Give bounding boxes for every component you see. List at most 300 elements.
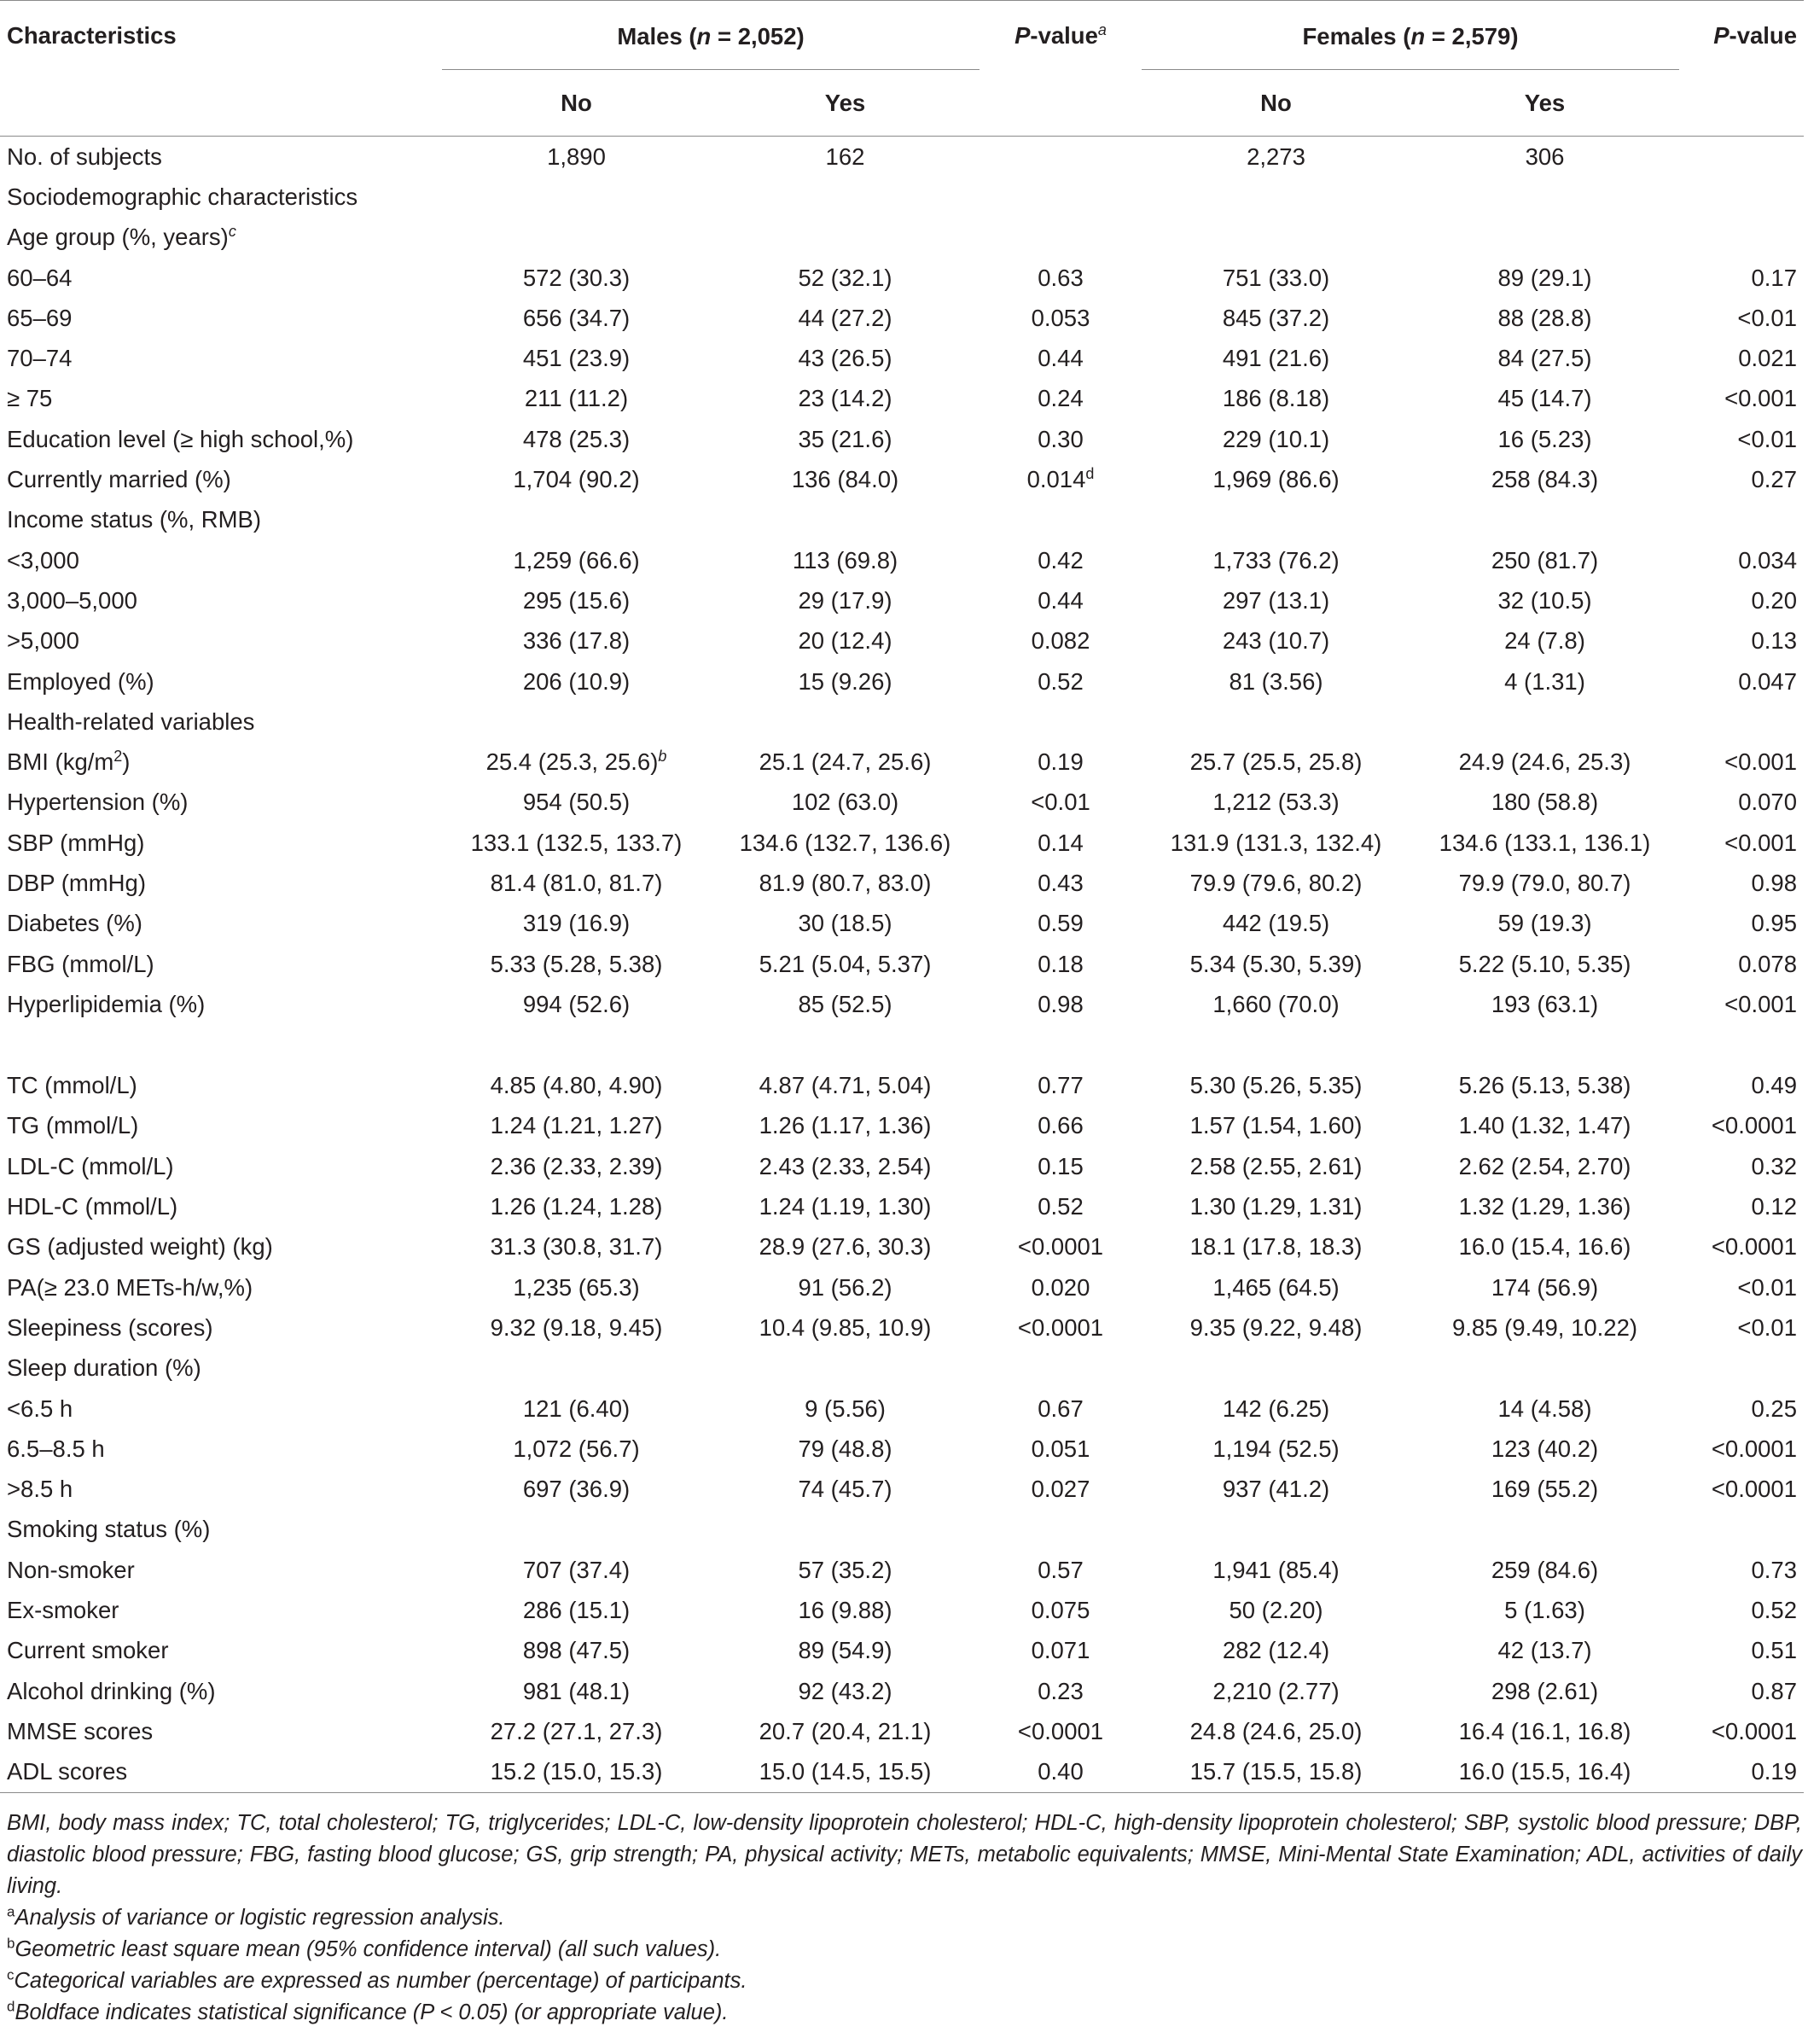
cell-f-yes [1410, 702, 1679, 742]
header-females-yes: Yes [1524, 90, 1566, 116]
table-row [0, 1307, 1804, 1348]
row-label: DBP (mmHg) [7, 869, 146, 896]
table-row [0, 459, 1804, 499]
cell-m-p: 0.59 [1038, 910, 1084, 937]
cell-m-yes [711, 702, 980, 742]
table-footnotes [7, 1808, 1802, 2029]
cell-f-p: <0.0001 [1711, 1435, 1798, 1462]
cell-f-yes: 79.9 (79.0, 80.7) [1458, 869, 1631, 896]
cell-m-p: 0.63 [1038, 264, 1084, 291]
cell-f-p: 0.73 [1751, 1556, 1798, 1583]
footnote-c: $^c$Categorical variables are expressed as number (percentage) of participants. [7, 1966, 747, 1993]
header-males: Males (n = 2,052) [442, 1, 980, 72]
row-label: Current smoker [7, 1637, 169, 1664]
cell-m-p: 0.014$^d$ [1026, 464, 1095, 493]
table-row [0, 661, 1804, 702]
cell-m-p: 0.40 [1038, 1758, 1084, 1785]
cell-f-p: 0.51 [1751, 1637, 1798, 1664]
cell-m-no: 898 (47.5) [522, 1637, 631, 1664]
cell-f-p: <0.0001 [1711, 1476, 1798, 1503]
cell-f-yes: 14 (4.58) [1497, 1395, 1592, 1422]
table-row [0, 1066, 1804, 1106]
table-row [0, 742, 1804, 782]
table-row [0, 338, 1804, 378]
table-row [0, 1711, 1804, 1751]
cell-f-yes [1410, 1348, 1679, 1389]
cell-f-no: 1,212 (53.3) [1212, 789, 1340, 816]
cell-f-no: 15.7 (15.5, 15.8) [1189, 1758, 1363, 1785]
cell-m-no: 572 (30.3) [522, 264, 631, 291]
cell-m-yes: 1.26 (1.17, 1.36) [759, 1112, 932, 1139]
cell-f-p: 0.32 [1751, 1152, 1798, 1179]
cell-f-yes: 16.0 (15.5, 16.4) [1458, 1758, 1631, 1785]
cell-f-no: 297 (13.1) [1222, 586, 1330, 614]
cell-f-no [1142, 1348, 1410, 1389]
cell-m-yes: 29 (17.9) [798, 586, 892, 614]
cell-m-yes [711, 500, 980, 540]
row-label: LDL-C (mmol/L) [7, 1152, 174, 1179]
row-label: TC (mmol/L) [7, 1072, 137, 1099]
cell-f-no: 2,210 (2.77) [1212, 1677, 1340, 1704]
table-row [0, 1389, 1804, 1429]
cell-m-p: 0.082 [1031, 627, 1090, 655]
cell-f-no: 937 (41.2) [1222, 1476, 1330, 1503]
cell-f-p: 0.87 [1751, 1677, 1798, 1704]
table-row [0, 863, 1804, 903]
table-row [0, 1590, 1804, 1630]
row-label: Non-smoker [7, 1556, 135, 1583]
header-females-no: No [1260, 90, 1292, 116]
cell-m-yes: 35 (21.6) [798, 425, 892, 452]
row-label: HDL-C (mmol/L) [7, 1193, 178, 1220]
cell-m-p: 0.027 [1031, 1476, 1090, 1503]
cell-f-no: 442 (19.5) [1222, 910, 1330, 937]
cell-f-yes: 298 (2.61) [1491, 1677, 1599, 1704]
cell-m-no: 336 (17.8) [522, 627, 631, 655]
cell-f-yes: 5 (1.63) [1504, 1597, 1585, 1624]
cell-m-no: 1.26 (1.24, 1.28) [490, 1193, 663, 1220]
table-row [0, 1631, 1804, 1671]
cell-m-no: 1,235 (65.3) [513, 1273, 640, 1301]
cell-f-p [1679, 1510, 1804, 1550]
cell-m-p: 0.24 [1038, 385, 1084, 412]
cell-m-yes: 113 (69.8) [792, 546, 898, 574]
cell-m-no: 981 (48.1) [522, 1677, 631, 1704]
row-label: 65–69 [7, 304, 73, 331]
table-row [0, 1186, 1804, 1226]
row-label: BMI $(kg/m^2)$ [7, 747, 131, 776]
header-males-no: No [561, 90, 592, 116]
cell-m-no [442, 500, 711, 540]
cell-m-p: 0.43 [1038, 869, 1084, 896]
cell-f-no [1142, 218, 1410, 258]
cell-m-p: 0.77 [1038, 1072, 1084, 1099]
cell-m-no [442, 1348, 711, 1389]
cell-m-no: 1,704 (90.2) [513, 466, 640, 493]
cell-m-yes: 23 (14.2) [798, 385, 892, 412]
cell-f-no [1142, 500, 1410, 540]
cell-f-p: <0.01 [1737, 1313, 1798, 1341]
cell-m-p: 0.18 [1038, 950, 1084, 977]
row-label: Sleepiness (scores) [7, 1313, 213, 1341]
row-label: Sleep duration (%) [7, 1354, 201, 1382]
cell-m-yes: 9 (5.56) [805, 1395, 886, 1422]
table-row [0, 904, 1804, 944]
cell-f-no: 1,465 (64.5) [1212, 1273, 1340, 1301]
cell-f-yes: 5.26 (5.13, 5.38) [1458, 1072, 1631, 1099]
cell-m-p: <0.0001 [1017, 1233, 1104, 1261]
cell-f-p [1679, 1348, 1804, 1389]
cell-m-yes: 81.9 (80.7, 83.0) [759, 869, 932, 896]
cell-f-no: 751 (33.0) [1222, 264, 1330, 291]
cell-m-no [442, 177, 711, 217]
cell-f-no: 2.58 (2.55, 2.61) [1189, 1152, 1363, 1179]
cell-f-yes: 134.6 (133.1, 136.1) [1439, 829, 1651, 856]
cell-f-p: <0.001 [1724, 385, 1798, 412]
cell-m-p: 0.053 [1031, 304, 1090, 331]
cell-m-yes: 20.7 (20.4, 21.1) [759, 1717, 932, 1744]
row-label: FBG (mmol/L) [7, 950, 154, 977]
table-row [0, 1550, 1804, 1590]
table-row [0, 944, 1804, 984]
cell-m-yes: 10.4 (9.85, 10.9) [759, 1313, 932, 1341]
cell-f-yes: 24.9 (24.6, 25.3) [1458, 748, 1631, 776]
cell-m-p [980, 137, 1142, 178]
cell-f-yes: 259 (84.6) [1491, 1556, 1599, 1583]
cell-m-no: 31.3 (30.8, 31.7) [490, 1233, 663, 1261]
cell-f-p: <0.001 [1724, 990, 1798, 1017]
cell-f-p: 0.078 [1738, 950, 1798, 977]
cell-f-yes: 4 (1.31) [1504, 667, 1585, 695]
row-label: 60–64 [7, 264, 73, 291]
cell-f-p: 0.27 [1751, 466, 1798, 493]
cell-m-p: 0.30 [1038, 425, 1084, 452]
row-label: 6.5–8.5 h [7, 1435, 105, 1462]
footnote-d: $^d$Boldface indicates statistical significance (P < 0.05) (or appropriate value). [7, 1998, 729, 2024]
cell-f-no: 24.8 (24.6, 25.0) [1189, 1717, 1363, 1744]
row-label: Hyperlipidemia (%) [7, 990, 206, 1017]
cell-f-yes: 174 (56.9) [1491, 1273, 1599, 1301]
cell-f-p: <0.01 [1737, 425, 1798, 452]
cell-f-yes: 32 (10.5) [1497, 586, 1592, 614]
cell-m-yes: 4.87 (4.71, 5.04) [759, 1072, 932, 1099]
cell-f-p: <0.001 [1724, 748, 1798, 776]
cell-f-yes [1410, 218, 1679, 258]
spacer-row [0, 1025, 1804, 1066]
cell-f-p: 0.52 [1751, 1597, 1798, 1624]
row-label: PA(≥ 23.0 METs-h/w,%) [7, 1273, 253, 1301]
header-row-subgroups [0, 71, 1804, 137]
cell-m-no: 697 (36.9) [522, 1476, 631, 1503]
cell-f-yes: 258 (84.3) [1491, 466, 1599, 493]
cell-m-p: 0.52 [1038, 1193, 1084, 1220]
cell-m-yes: 89 (54.9) [798, 1637, 892, 1664]
cell-f-p: 0.17 [1751, 264, 1798, 291]
table-row [0, 1671, 1804, 1711]
row-label: Smoking status (%) [7, 1516, 211, 1543]
cell-m-no: 211 (11.2) [524, 385, 629, 412]
cell-m-yes: 57 (35.2) [798, 1556, 892, 1583]
cell-m-p: 0.075 [1031, 1597, 1090, 1624]
footnote-list [7, 1902, 1802, 2029]
cell-f-no: 50 (2.20) [1229, 1597, 1323, 1624]
row-label: ADL scores [7, 1758, 128, 1785]
row-label: Hypertension (%) [7, 789, 189, 816]
cell-m-no: 206 (10.9) [522, 667, 631, 695]
cell-f-no: 1,660 (70.0) [1212, 990, 1340, 1017]
table-row [0, 500, 1804, 540]
cell-f-p: 0.034 [1738, 546, 1798, 574]
table-row [0, 1348, 1804, 1389]
table-row [0, 1267, 1804, 1307]
cell-m-yes: 52 (32.1) [798, 264, 892, 291]
cell-m-no: 9.32 (9.18, 9.45) [490, 1313, 663, 1341]
cell-f-yes: 16.4 (16.1, 16.8) [1458, 1717, 1631, 1744]
cell-m-no: 27.2 (27.1, 27.3) [490, 1717, 663, 1744]
cell-f-p: 0.021 [1738, 345, 1798, 372]
cell-m-p: 0.52 [1038, 667, 1084, 695]
cell-m-p: 0.15 [1038, 1152, 1084, 1179]
cell-f-yes: 193 (63.1) [1491, 990, 1599, 1017]
cell-f-p: <0.0001 [1711, 1717, 1798, 1744]
cell-m-no: 25.4 (25.3, 25.6)$^b$ [485, 747, 667, 776]
header-characteristics: Characteristics [7, 22, 177, 49]
table-row [0, 702, 1804, 742]
footnote-a: $^a$Analysis of variance or logistic regression analysis. [7, 1903, 505, 1930]
header-spacer [1679, 71, 1804, 137]
cell-m-p: 0.44 [1038, 345, 1084, 372]
cell-f-yes: 180 (58.8) [1491, 789, 1599, 816]
cell-m-no: 319 (16.9) [522, 910, 631, 937]
row-label: >5,000 [7, 627, 79, 655]
table-row [0, 1227, 1804, 1267]
cell-f-p [1679, 218, 1804, 258]
cell-m-yes: 85 (52.5) [798, 990, 892, 1017]
cell-f-p: 0.98 [1751, 869, 1798, 896]
cell-f-yes: 1.32 (1.29, 1.36) [1458, 1193, 1631, 1220]
cell-m-p: 0.42 [1038, 546, 1084, 574]
row-label: Ex-smoker [7, 1597, 119, 1624]
cell-f-no: 1.57 (1.54, 1.60) [1189, 1112, 1363, 1139]
cell-f-p [1679, 137, 1804, 178]
row-label: Employed (%) [7, 667, 154, 695]
cell-f-yes: 123 (40.2) [1491, 1435, 1599, 1462]
cell-m-no: 295 (15.6) [522, 586, 631, 614]
cell-f-no: 79.9 (79.6, 80.2) [1189, 869, 1363, 896]
cell-m-yes: 5.21 (5.04, 5.37) [759, 950, 932, 977]
cell-m-p: 0.98 [1038, 990, 1084, 1017]
cell-m-p: 0.67 [1038, 1395, 1084, 1422]
cell-f-no: 1,941 (85.4) [1212, 1556, 1340, 1583]
cell-f-p [1679, 177, 1804, 217]
cell-f-p: 0.070 [1738, 789, 1798, 816]
row-label: Health-related variables [7, 708, 255, 735]
cell-m-yes: 43 (26.5) [798, 345, 892, 372]
row-label: Diabetes (%) [7, 910, 142, 937]
cell-m-yes: 20 (12.4) [798, 627, 892, 655]
cell-f-yes: 250 (81.7) [1491, 546, 1599, 574]
cell-f-no: 131.9 (131.3, 132.4) [1170, 829, 1382, 856]
table-row [0, 580, 1804, 620]
cell-f-yes [1410, 500, 1679, 540]
cell-m-no: 4.85 (4.80, 4.90) [490, 1072, 663, 1099]
cell-m-no [442, 702, 711, 742]
cell-f-no: 229 (10.1) [1222, 425, 1330, 452]
cell-f-no [1142, 1510, 1410, 1550]
cell-f-no: 186 (8.18) [1222, 385, 1330, 412]
row-label: 70–74 [7, 345, 73, 372]
cell-f-no: 25.7 (25.5, 25.8) [1189, 748, 1363, 776]
table-row [0, 984, 1804, 1024]
cell-f-yes: 1.40 (1.32, 1.47) [1458, 1112, 1631, 1139]
row-label: ≥ 75 [7, 385, 53, 412]
table-row [0, 783, 1804, 823]
cell-m-yes: 162 [825, 143, 865, 170]
table-row [0, 177, 1804, 217]
cell-f-p: 0.49 [1751, 1072, 1798, 1099]
cell-f-p [1679, 500, 1804, 540]
row-label: GS (adjusted weight) (kg) [7, 1233, 273, 1261]
cell-m-no: 81.4 (81.0, 81.7) [490, 869, 663, 896]
table-row [0, 258, 1804, 298]
cell-m-no: 478 (25.3) [522, 425, 631, 452]
cell-m-yes: 28.9 (27.6, 30.3) [759, 1233, 932, 1261]
cell-f-yes: 88 (28.8) [1497, 304, 1592, 331]
cell-m-yes [711, 218, 980, 258]
cell-f-no: 5.30 (5.26, 5.35) [1189, 1072, 1363, 1099]
cell-f-yes: 24 (7.8) [1504, 627, 1585, 655]
cell-m-no: 133.1 (132.5, 133.7) [470, 829, 683, 856]
cell-m-yes: 74 (45.7) [798, 1476, 892, 1503]
table-row [0, 218, 1804, 258]
cell-f-yes [1410, 177, 1679, 217]
cell-m-no: 656 (34.7) [522, 304, 631, 331]
table-row [0, 1470, 1804, 1510]
cell-f-p: 0.95 [1751, 910, 1798, 937]
cell-f-no: 1,969 (86.6) [1212, 466, 1340, 493]
cell-m-p: 0.44 [1038, 586, 1084, 614]
header-females-p-value: P-value [1713, 22, 1798, 49]
header-males-yes: Yes [824, 90, 866, 116]
row-label: Sociodemographic characteristics [7, 183, 358, 210]
row-label: Currently married (%) [7, 466, 231, 493]
cell-f-p: 0.25 [1751, 1395, 1798, 1422]
cell-m-yes: 30 (18.5) [798, 910, 892, 937]
cell-m-p [980, 500, 1142, 540]
cell-m-no: 1.24 (1.21, 1.27) [490, 1112, 663, 1139]
cell-m-no: 954 (50.5) [522, 789, 631, 816]
cell-m-p: 0.020 [1031, 1273, 1090, 1301]
cell-f-yes: 169 (55.2) [1491, 1476, 1599, 1503]
row-label: MMSE scores [7, 1717, 154, 1744]
table-body [0, 137, 1804, 1793]
cell-f-p [1679, 702, 1804, 742]
table-row [0, 1510, 1804, 1550]
cell-f-yes: 5.22 (5.10, 5.35) [1458, 950, 1631, 977]
table-row [0, 540, 1804, 580]
cell-m-p: 0.23 [1038, 1677, 1084, 1704]
cell-m-yes [711, 1510, 980, 1550]
cell-m-p: 0.051 [1031, 1435, 1090, 1462]
cell-f-no [1142, 177, 1410, 217]
cell-m-no: 1,890 [547, 143, 606, 170]
cell-f-no: 845 (37.2) [1222, 304, 1330, 331]
row-label: Age group (%, years)$^c$ [7, 223, 236, 251]
row-label: 3,000–5,000 [7, 586, 137, 614]
cell-m-p: <0.01 [1031, 789, 1090, 816]
cell-f-p: <0.01 [1737, 304, 1798, 331]
cell-f-no: 1,733 (76.2) [1212, 546, 1340, 574]
cell-f-yes: 306 [1525, 143, 1565, 170]
cell-m-no: 451 (23.9) [522, 345, 631, 372]
cell-f-p: <0.0001 [1711, 1112, 1798, 1139]
cell-m-p [980, 218, 1142, 258]
row-label: Education level (≥ high school,%) [7, 425, 354, 452]
cell-m-no: 707 (37.4) [522, 1556, 631, 1583]
cell-m-p [980, 702, 1142, 742]
table-row [0, 379, 1804, 419]
table-row [0, 621, 1804, 661]
cell-m-yes: 1.24 (1.19, 1.30) [759, 1193, 932, 1220]
cell-m-p [980, 177, 1142, 217]
footnote-b: $^b$Geometric least square mean (95% confidence interval) (all such values). [7, 1935, 722, 1961]
cell-f-no: 491 (21.6) [1222, 345, 1330, 372]
cell-m-yes: 91 (56.2) [798, 1273, 892, 1301]
cell-f-p: <0.001 [1724, 829, 1798, 856]
header-females: Females (n = 2,579) [1142, 1, 1679, 72]
cell-m-p: <0.0001 [1017, 1717, 1104, 1744]
table-row [0, 1752, 1804, 1793]
cell-m-no [442, 1510, 711, 1550]
table-row [0, 298, 1804, 338]
cell-f-yes: 89 (29.1) [1497, 264, 1592, 291]
row-label: SBP (mmHg) [7, 829, 145, 856]
table-row [0, 1106, 1804, 1146]
cell-m-yes [711, 177, 980, 217]
cell-f-yes [1410, 1510, 1679, 1550]
cell-m-no: 1,072 (56.7) [513, 1435, 640, 1462]
table-row [0, 823, 1804, 863]
cell-m-no: 5.33 (5.28, 5.38) [490, 950, 663, 977]
cell-m-yes: 136 (84.0) [791, 466, 899, 493]
cell-m-no: 15.2 (15.0, 15.3) [490, 1758, 663, 1785]
cell-m-no [442, 218, 711, 258]
cell-m-yes: 15.0 (14.5, 15.5) [759, 1758, 932, 1785]
cell-f-yes: 84 (27.5) [1497, 345, 1592, 372]
cell-m-yes: 44 (27.2) [798, 304, 892, 331]
cell-f-yes: 16.0 (15.4, 16.6) [1458, 1233, 1631, 1261]
cell-m-yes: 16 (9.88) [798, 1597, 892, 1624]
cell-f-no: 5.34 (5.30, 5.39) [1189, 950, 1363, 977]
cell-f-yes: 45 (14.7) [1497, 385, 1592, 412]
cell-m-no: 1,259 (66.6) [513, 546, 640, 574]
cell-f-no: 9.35 (9.22, 9.48) [1189, 1313, 1363, 1341]
cell-f-p: 0.13 [1751, 627, 1798, 655]
cell-m-p: 0.66 [1038, 1112, 1084, 1139]
header-row-groups [0, 1, 1804, 72]
cell-m-yes: 25.1 (24.7, 25.6) [759, 748, 932, 776]
row-label: Alcohol drinking (%) [7, 1677, 216, 1704]
cell-f-yes: 2.62 (2.54, 2.70) [1458, 1152, 1631, 1179]
table-row [0, 1429, 1804, 1469]
cell-m-no: 286 (15.1) [522, 1597, 631, 1624]
cell-m-p: 0.57 [1038, 1556, 1084, 1583]
cell-m-no: 121 (6.40) [522, 1395, 631, 1422]
cell-f-p: 0.19 [1751, 1758, 1798, 1785]
header-spacer [0, 71, 442, 137]
cell-f-p: 0.20 [1751, 586, 1798, 614]
cell-f-p: <0.01 [1737, 1273, 1798, 1301]
